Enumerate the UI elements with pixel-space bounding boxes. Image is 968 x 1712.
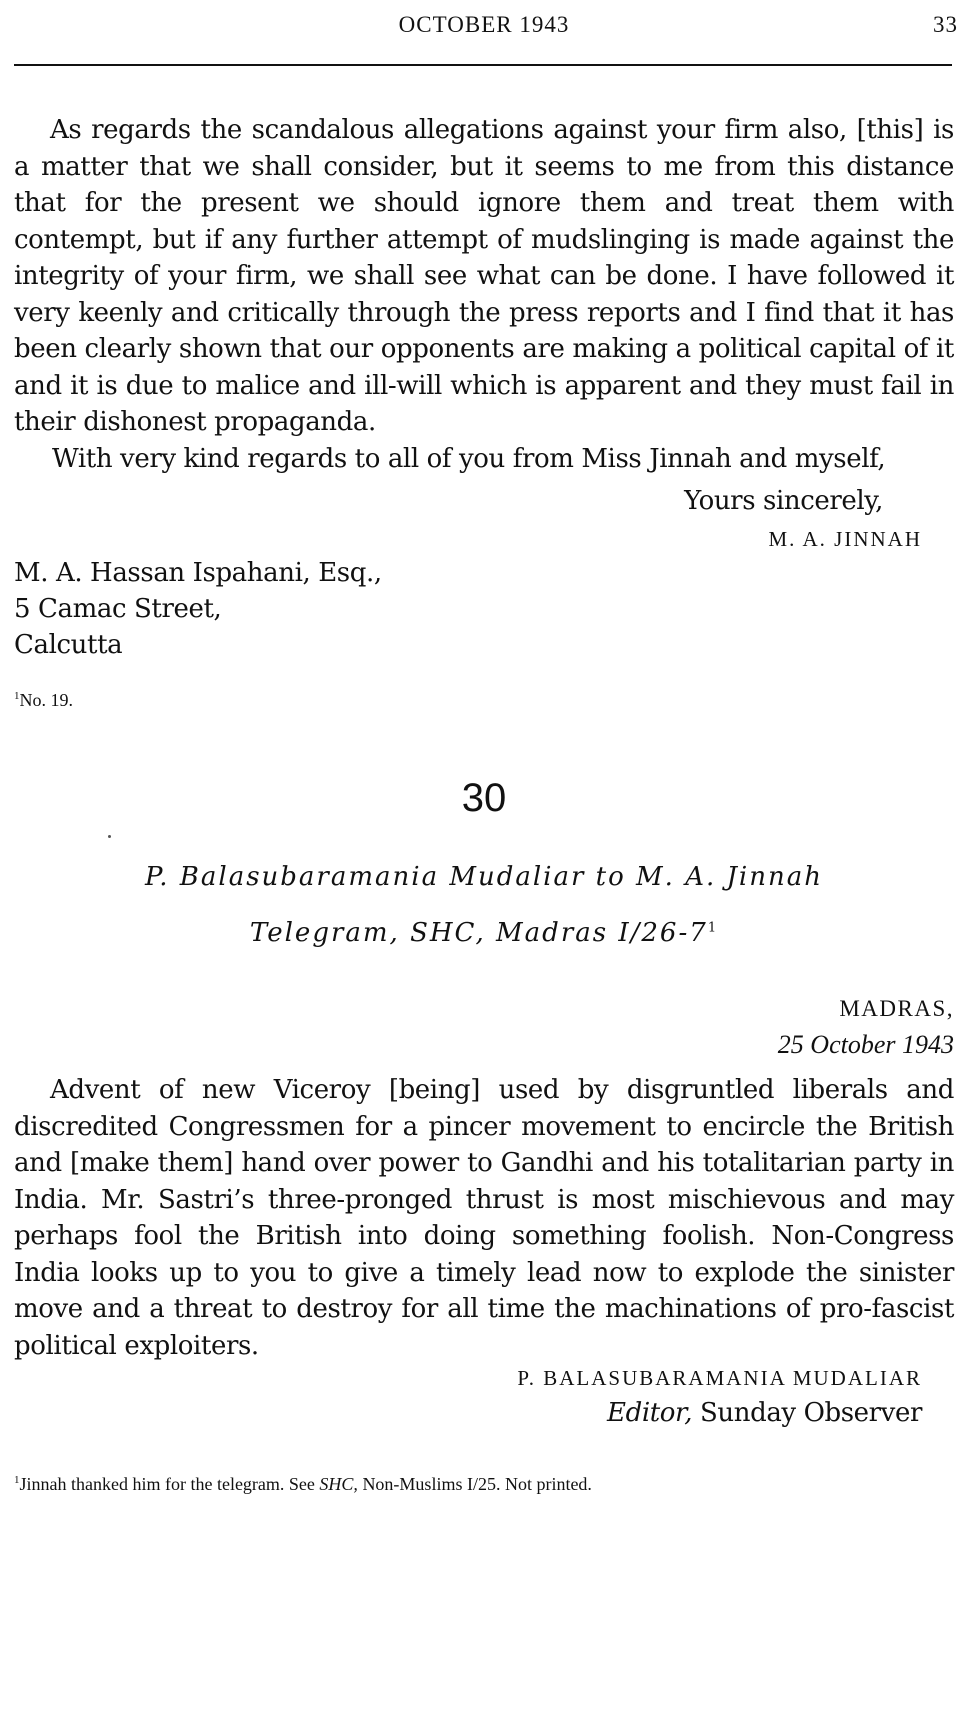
publication-name: Sunday Observer — [699, 1398, 922, 1428]
telegram-date: 25 October 1943 — [777, 1030, 954, 1059]
footnote-marker: 1 — [14, 1474, 20, 1486]
address-line: Calcutta — [14, 630, 123, 660]
footnote-italic: SHC, — [319, 1474, 358, 1494]
signer-role — [607, 1398, 922, 1428]
complimentary-close: Yours sincerely, — [684, 486, 883, 516]
letter-signer: M. A. JINNAH — [768, 527, 922, 551]
source-text: Telegram, SHC, Madras I/26-7 — [249, 918, 708, 948]
header-rule — [14, 64, 952, 66]
address-line: M. A. Hassan Ispahani, Esq., — [14, 558, 382, 588]
document-number: 30 — [461, 776, 507, 820]
print-speck — [108, 835, 111, 838]
editor-role: Editor, — [607, 1398, 693, 1428]
document-title: P. Balasubaramania Mudaliar to M. A. Jinnah — [145, 862, 823, 892]
recipient-address — [14, 555, 382, 663]
footnote-text: Jinnah thanked him for the telegram. See — [19, 1474, 320, 1494]
letter-paragraph: As regards the scandalous allegations against your firm also, [this] is a matter that we shall consider, but it seems to me from this distance that for the present we should ignore them and treat them with contempt, but if any further attempt of mudslinging is made against the integrity of your firm, we shall see what can be done. I have followed it very keenly and critically through the press reports and I find that it has been clearly shown that our opponents are making a political capital of it and it is due to malice and ill-will which is apparent and they must fail in their dishonest propaganda. — [14, 115, 954, 437]
footnote — [14, 1474, 592, 1495]
footnote-text: No. 19. — [19, 690, 73, 710]
telegram-body — [14, 1072, 954, 1364]
source-footnote-marker: 1 — [707, 920, 719, 936]
closing-regards: With very kind regards to all of you from Miss Jinnah and myself, — [52, 444, 886, 474]
footnote — [14, 690, 73, 711]
running-title: OCTOBER 1943 — [398, 12, 570, 37]
letter-body — [14, 112, 954, 441]
footnote-text-end: Non-Muslims I/25. Not printed. — [357, 1474, 592, 1494]
address-line: 5 Camac Street, — [14, 594, 222, 624]
telegram-place: MADRAS, — [839, 996, 954, 1021]
telegram-signer: P. BALASUBARAMANIA MUDALIAR — [517, 1366, 922, 1390]
footnote-marker: 1 — [14, 690, 20, 702]
telegram-paragraph: Advent of new Viceroy [being] used by disgruntled liberals and discredited Congressmen for a pincer movement to encircle the British and [make them] hand over power to Gandhi and his totalitarian party in India. Mr. Sastri’s three-pronged thrust is most mischievous and may perhaps fool the British into doing something foolish. Non-Congress India looks up to you to give a timely lead now to explode the sinister move and a threat to destroy for all time the machinations of pro-fascist political exploiters. — [14, 1075, 954, 1361]
page-number: 33 — [933, 12, 958, 37]
running-header — [0, 10, 968, 44]
document-source — [0, 918, 968, 948]
